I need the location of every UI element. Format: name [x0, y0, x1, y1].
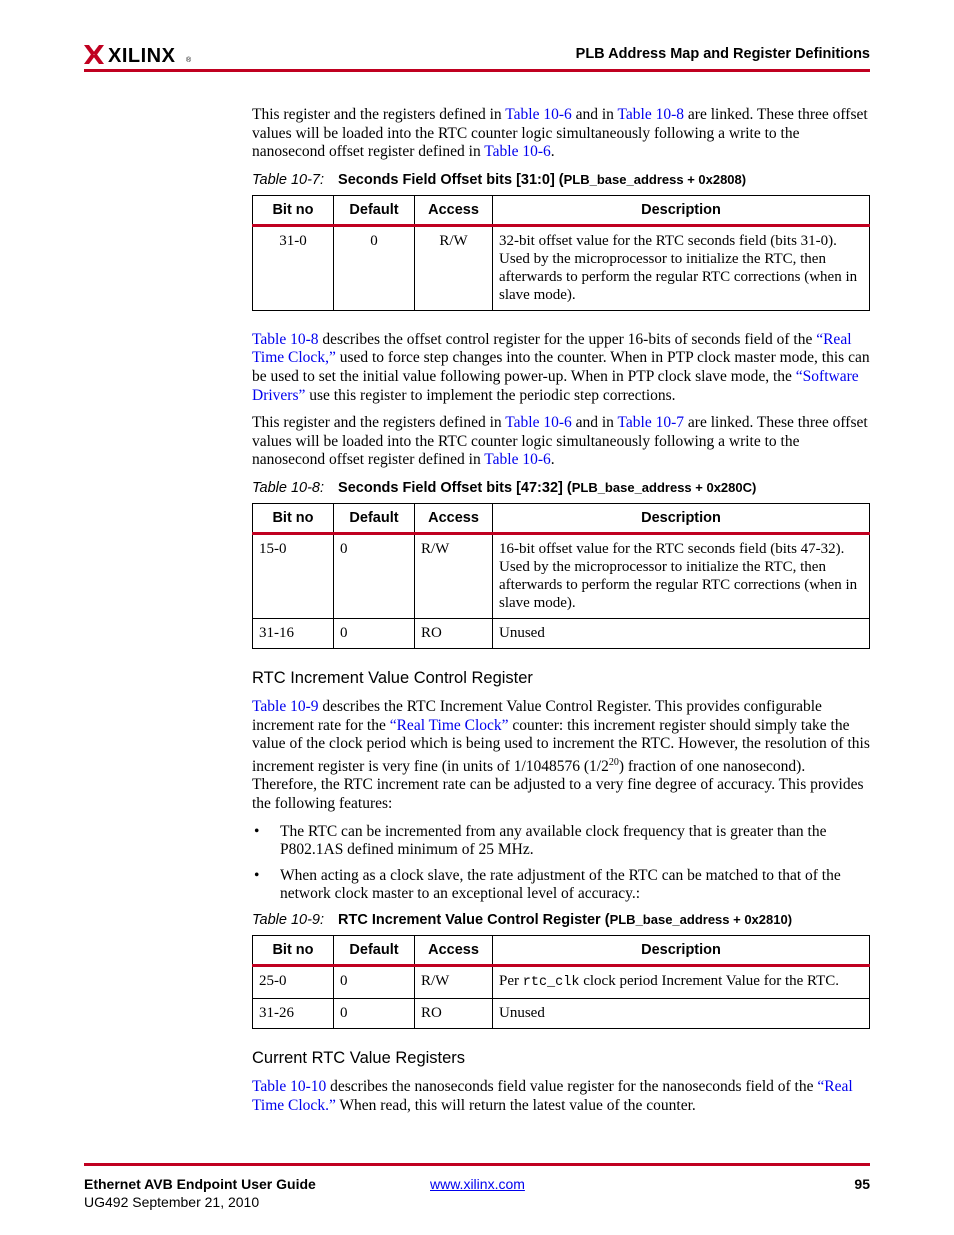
paragraph-offset-control: Table 10-8 describes the offset control register for the upper 16-bits of seconds field of the “Real Time Clock,” used to force step changes into the counter. When in PTP clock master mode, this can be used to set the initial value following power-up. When in PTP clock slave mode, the “Software Drivers” use this register to implement the periodic step corrections.: [252, 330, 870, 404]
register-table-10-9: [252, 935, 870, 1029]
list-item: • The RTC can be incremented from any available clock frequency that is greater than the P802.1AS defined minimum of 25 MHz.: [254, 822, 827, 859]
cell-description: Per rtc_clk clock period Increment Value for the RTC.: [493, 966, 870, 999]
link-table-10-6[interactable]: Table 10-6: [484, 451, 551, 469]
cell-bit: 31-0: [253, 225, 334, 310]
page-number: 95: [854, 1176, 870, 1192]
cell-access: RO: [415, 618, 493, 648]
table-caption-10-8: Table 10-8: Seconds Field Offset bits [47:32] (PLB_base_address + 0x280C): [252, 479, 757, 496]
cell-description: 16-bit offset value for the RTC seconds field (bits 47-32). Used by the microprocessor to initialize the RTC, then afterwards to perform the regular RTC corrections (when in slave mode).: [493, 533, 870, 618]
column-header: Bit no: [253, 936, 334, 966]
register-table-10-7: [252, 195, 870, 311]
cell-bit: 25-0: [253, 966, 334, 999]
link-software-drivers[interactable]: “Software Drivers”: [252, 367, 859, 404]
table-caption-10-7: Table 10-7: Seconds Field Offset bits [31:0] (PLB_base_address + 0x2808): [252, 171, 747, 188]
link-table-10-6[interactable]: Table 10-6: [505, 106, 572, 123]
feature-list: [252, 823, 870, 904]
cell-default: 0: [334, 533, 415, 618]
xilinx-logo: [84, 42, 194, 68]
column-header: Access: [415, 195, 493, 225]
column-header: Default: [334, 503, 415, 533]
footer-guide-title: Ethernet AVB Endpoint User Guide: [84, 1176, 316, 1192]
cell-description: Unused: [493, 618, 870, 648]
footer-rule: [84, 1163, 870, 1166]
column-header: Description: [493, 503, 870, 533]
page-header-title: PLB Address Map and Register Definitions: [575, 46, 870, 62]
section-heading-increment: RTC Increment Value Control Register: [252, 668, 533, 687]
cell-default: 0: [334, 966, 415, 999]
cell-bit: 31-16: [253, 618, 334, 648]
paragraph-linked-registers-1: This register and the registers defined in Table 10-6 and in Table 10-8 are linked. These three offset values will be loaded into the RTC counter logic simultaneously following a write to the nanosecond offset register defined in Table 10-6.: [252, 106, 868, 161]
table-header-row: [253, 936, 870, 966]
link-table-10-10[interactable]: Table 10-10: [252, 1078, 327, 1096]
svg-text:®: ®: [186, 57, 192, 64]
bullet-icon: •: [254, 866, 260, 884]
table-header-row: [253, 503, 870, 533]
cell-access: R/W: [415, 966, 493, 999]
column-header: Access: [415, 503, 493, 533]
paragraph-increment: Table 10-9 describes the RTC Increment Value Control Register. This provides configurable increment rate for the “Real Time Clock” counter: this increment register should simply take the value of the clock period which is being used to increment the RTC. However, the resolution of this increment register is very fine (in units of 1/1048576 $(1/2^{20})$ fraction of one nanosecond). Therefore, the RTC increment rate can be adjusted to a very fine degree of accuracy. This provides the following features:: [252, 697, 870, 813]
link-table-10-6[interactable]: Table 10-6: [505, 414, 572, 432]
logo-text: XILINX: [108, 45, 176, 67]
table-caption-10-9: Table 10-9: RTC Increment Value Control Register (PLB_base_address + 0x2810): [252, 912, 793, 929]
link-table-10-6[interactable]: Table 10-6: [484, 143, 551, 161]
table-row: [253, 966, 870, 999]
cell-default: 0: [334, 225, 415, 310]
list-item: • When acting as a clock slave, the rate adjustment of the RTC can be matched to that of the network clock master to an exceptional level of accuracy.:: [254, 866, 841, 903]
column-header: Description: [493, 195, 870, 225]
cell-access: R/W: [415, 225, 493, 310]
link-table-10-8[interactable]: Table 10-8: [617, 106, 685, 123]
cell-access: RO: [415, 999, 493, 1029]
paragraph-current: Table 10-10 describes the nanoseconds field value register for the nanoseconds field of the “Real Time Clock.” When read, this will return the latest value of the counter.: [252, 1078, 853, 1114]
cell-default: 0: [334, 999, 415, 1029]
link-real-time-clock[interactable]: “Real Time Clock”: [389, 716, 509, 734]
column-header: Default: [334, 195, 415, 225]
footer-doc-id: UG492 September 21, 2010: [84, 1194, 260, 1210]
table-row: [253, 618, 870, 648]
section-heading-current: Current RTC Value Registers: [252, 1049, 466, 1068]
link-table-10-7[interactable]: Table 10-7: [617, 414, 685, 432]
cell-access: R/W: [415, 533, 493, 618]
table-row: [253, 225, 870, 310]
cell-default: 0: [334, 618, 415, 648]
column-header: Bit no: [253, 195, 334, 225]
column-header: Default: [334, 936, 415, 966]
cell-description: Unused: [493, 999, 870, 1029]
bullet-icon: •: [254, 822, 260, 840]
page-content: [252, 106, 870, 1124]
paragraph-linked-registers-2: This register and the registers defined in Table 10-6 and in Table 10-7 are linked. These three offset values will be loaded into the RTC counter logic simultaneously following a write to the nanosecond offset register defined in Table 10-6.: [252, 414, 868, 469]
link-real-time-clock[interactable]: “Real Time Clock.”: [252, 1078, 853, 1114]
link-real-time-clock[interactable]: “Real Time Clock,”: [252, 330, 852, 367]
link-table-10-9[interactable]: Table 10-9: [252, 697, 319, 715]
table-row: [253, 533, 870, 618]
column-header: Access: [415, 936, 493, 966]
code-rtc-clk: rtc_clk: [522, 975, 580, 991]
register-table-10-8: [252, 503, 870, 649]
cell-bit: 15-0: [253, 533, 334, 618]
footer-url-link[interactable]: www.xilinx.com: [430, 1176, 525, 1192]
table-row: [253, 999, 870, 1029]
table-header-row: [253, 195, 870, 225]
cell-description: 32-bit offset value for the RTC seconds field (bits 31-0). Used by the microprocessor to initialize the RTC, then afterwards to perform the regular RTC corrections (when in slave mode).: [493, 225, 870, 310]
header-rule: [84, 69, 870, 72]
link-table-10-8[interactable]: Table 10-8: [252, 330, 319, 348]
cell-bit: 31-26: [253, 999, 334, 1029]
column-header: Description: [493, 936, 870, 966]
column-header: Bit no: [253, 503, 334, 533]
